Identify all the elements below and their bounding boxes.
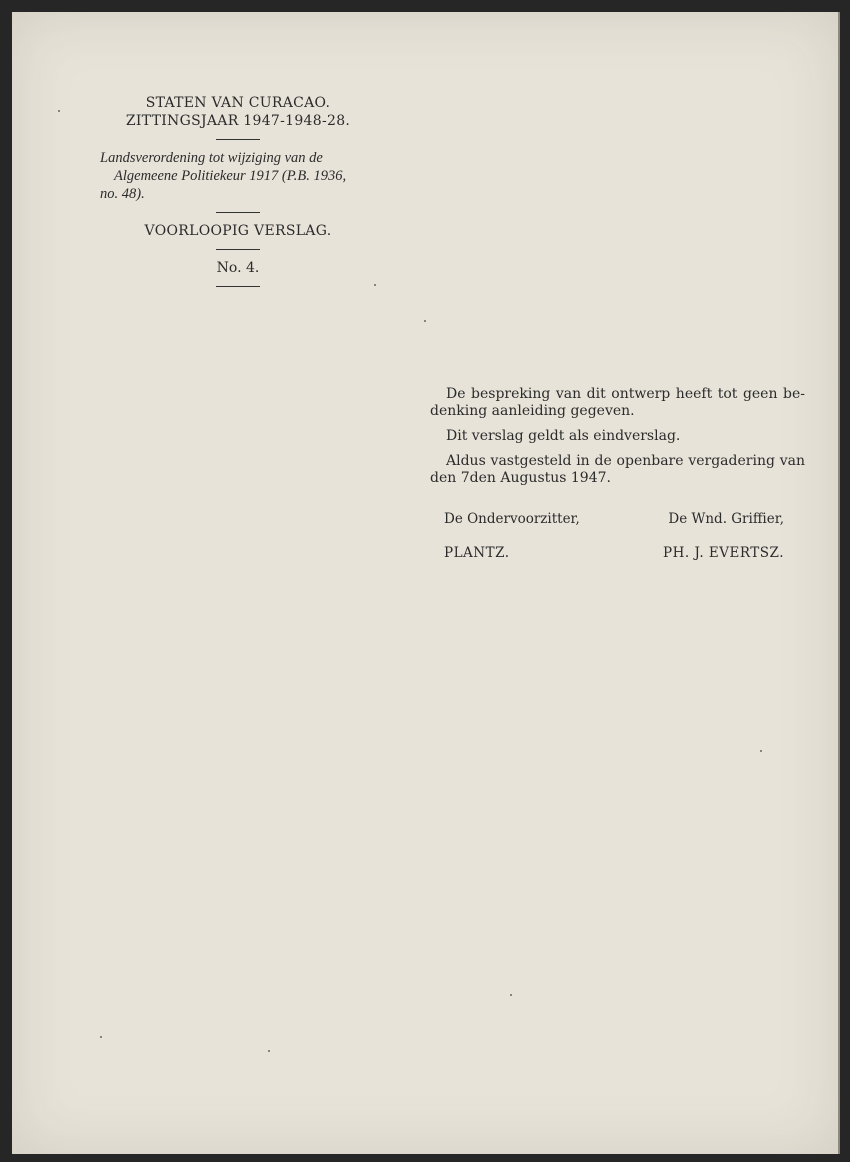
vice-chair-role: De Ondervoorzitter,	[444, 511, 580, 527]
paragraph-line: De bespreking van dit ontwerp heeft tot geen be-	[446, 386, 805, 402]
report-body	[430, 386, 805, 495]
paragraph-line: den 7den Augustus 1947.	[430, 470, 611, 486]
paragraph-line: Aldus vastgesteld in de openbare vergadering van	[446, 453, 805, 469]
body-paragraph: Dit verslag geldt als eindverslag.	[446, 428, 681, 444]
body-paragraph	[430, 386, 805, 420]
report-title: VOORLOOPIG VERSLAG.	[144, 223, 332, 239]
report-number: No. 4.	[216, 260, 260, 276]
header-title: STATEN VAN CURACAO.	[145, 95, 331, 111]
header-block	[88, 94, 388, 296]
divider-rule	[216, 249, 260, 250]
paper-speck	[510, 994, 512, 996]
paper-speck	[100, 1036, 102, 1038]
subject-line: Landsverordening tot wijziging van de	[100, 150, 323, 166]
subject-title	[88, 149, 386, 203]
document-page	[12, 12, 838, 1154]
divider-rule	[216, 212, 260, 213]
subject-line: Algemeene Politiekeur 1917 (P.B. 1936,	[114, 168, 347, 184]
clerk-role: De Wnd. Griffier,	[668, 511, 784, 527]
subject-line: no. 48).	[100, 186, 145, 202]
paper-speck	[58, 110, 60, 112]
paper-speck	[760, 750, 762, 752]
paper-speck	[424, 320, 426, 322]
clerk-name: PH. J. EVERTSZ.	[663, 545, 784, 561]
divider-rule	[216, 139, 260, 140]
paper-speck	[374, 284, 376, 286]
signature-names	[444, 528, 784, 562]
signature-roles	[444, 510, 784, 528]
session-year: ZITTINGSJAAR 1947-1948-28.	[125, 113, 351, 129]
divider-rule	[216, 286, 260, 287]
paragraph-line: denking aanleiding gegeven.	[430, 403, 635, 419]
signature-block	[444, 510, 784, 562]
vice-chair-name: PLANTZ.	[444, 545, 510, 561]
paper-speck	[268, 1050, 270, 1052]
body-paragraph	[430, 453, 805, 487]
